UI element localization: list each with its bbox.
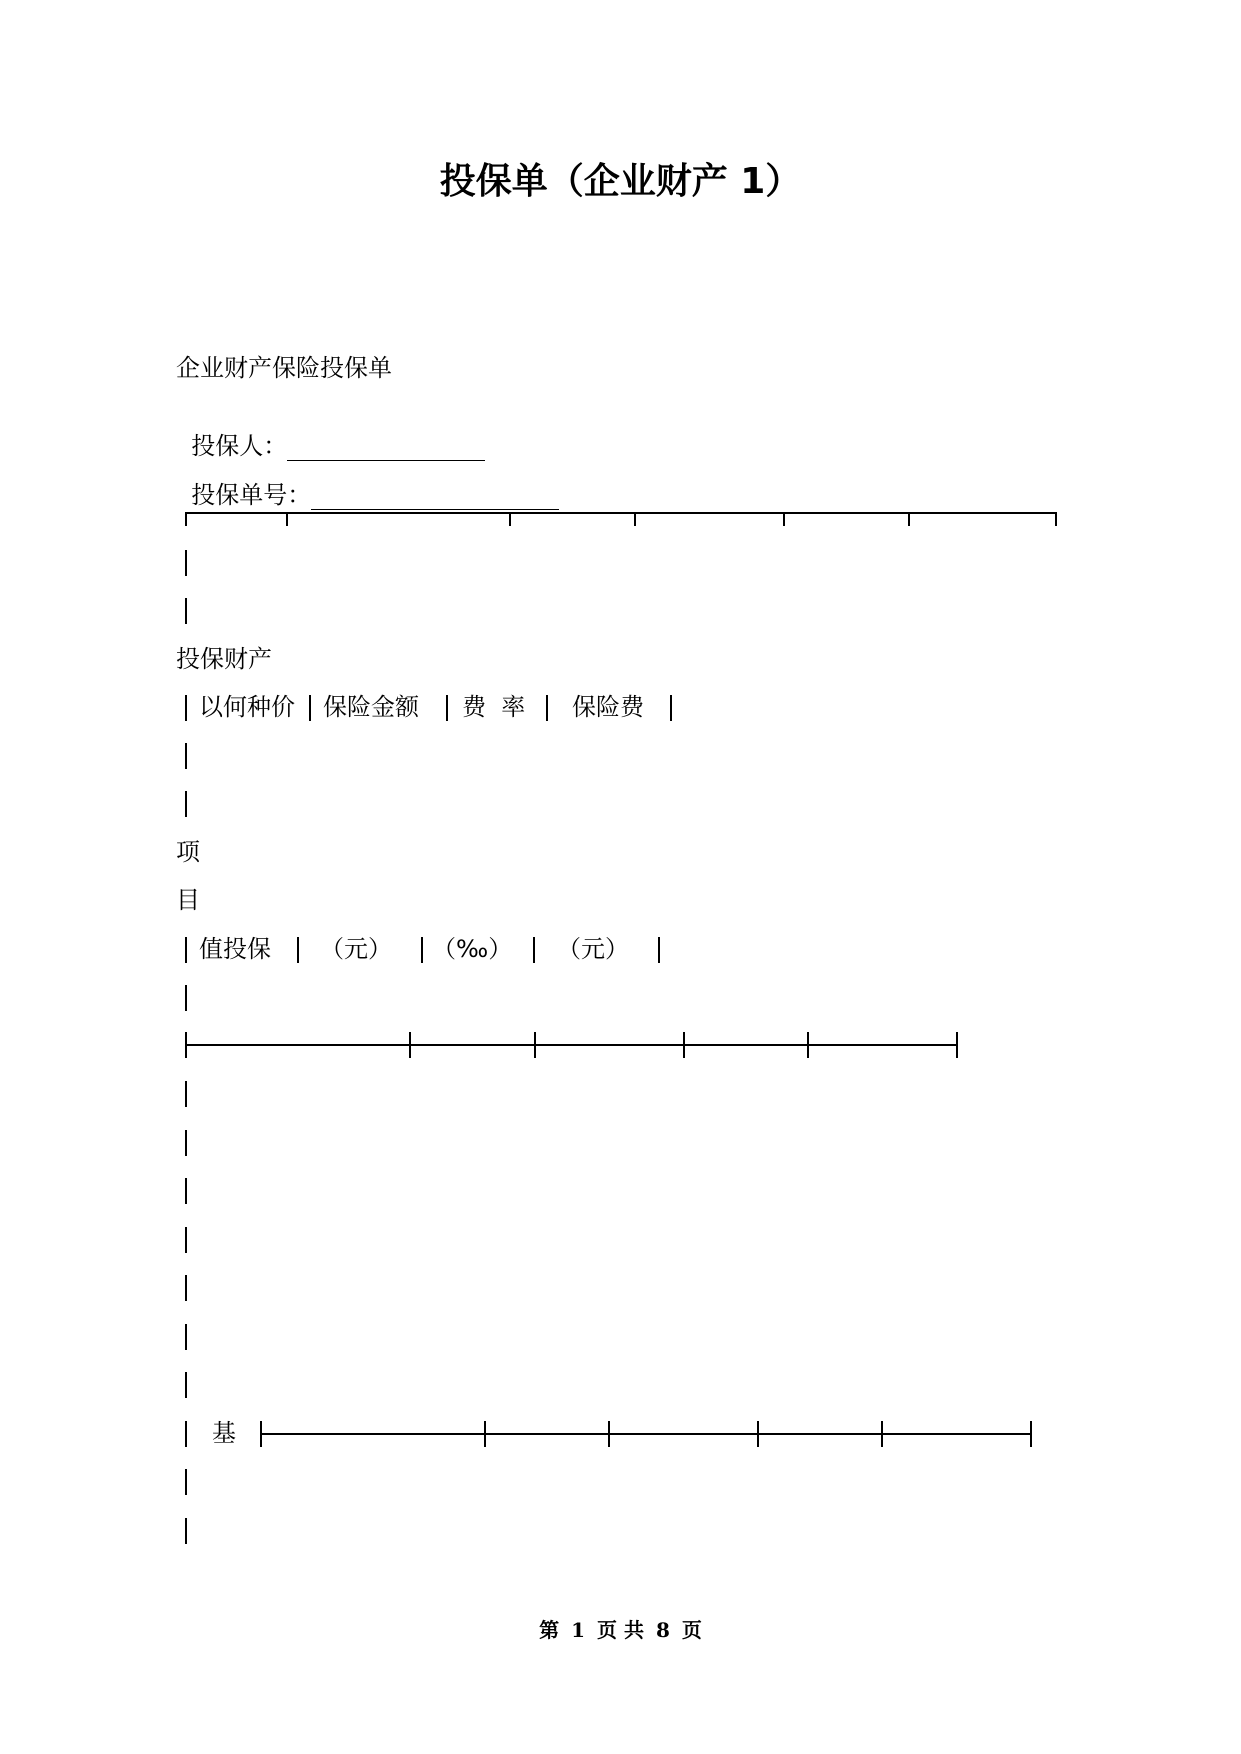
footer-page-suffix: 页	[681, 1618, 702, 1642]
header-cell-valuation: 以何种价	[199, 693, 295, 721]
table-border	[185, 1518, 187, 1544]
form-subtitle: 企业财产保险投保单	[176, 354, 392, 382]
header-cell-unit-yuan-2: （元）	[557, 935, 629, 963]
footer-page-prefix: 第	[539, 1618, 560, 1642]
table-border	[185, 791, 187, 817]
table-border	[185, 1227, 187, 1253]
header-cell-unit-yuan: （元）	[320, 935, 392, 963]
table-border	[185, 1130, 187, 1156]
table-border	[185, 1469, 187, 1495]
table-border	[185, 1275, 187, 1301]
policy-number-row	[176, 450, 559, 510]
table-border	[185, 1178, 187, 1204]
page-title: 投保单（企业财产 1）	[439, 161, 802, 202]
table-border	[185, 1324, 187, 1350]
item-label-2: 目	[176, 886, 200, 914]
header-cell-valuation-2: 值投保	[199, 935, 271, 963]
footer-page-mid: 页 共	[597, 1618, 644, 1642]
table-border	[185, 1081, 187, 1107]
header-cell-unit-permille: （‰）	[432, 935, 513, 963]
section-label: 投保财产	[176, 645, 272, 673]
table-border	[185, 985, 187, 1011]
header-cell-rate: 费 率	[462, 693, 526, 721]
footer-page-total: 8	[655, 1618, 670, 1642]
page-footer	[0, 1614, 1241, 1643]
header-cell-sum-insured: 保险金额	[323, 693, 419, 721]
item-label-1: 项	[176, 838, 200, 866]
applicant-label: 投保人：	[191, 432, 288, 460]
table-border	[185, 598, 187, 624]
table-border	[185, 1372, 187, 1398]
table-border	[185, 743, 187, 769]
header-cell-premium: 保险费	[572, 693, 644, 721]
row-base-label: 基	[212, 1419, 236, 1447]
footer-page-number: 1	[571, 1618, 586, 1642]
table-border	[185, 550, 187, 576]
policy-number-input[interactable]	[311, 483, 559, 510]
policy-number-label: 投保单号：	[191, 481, 312, 509]
